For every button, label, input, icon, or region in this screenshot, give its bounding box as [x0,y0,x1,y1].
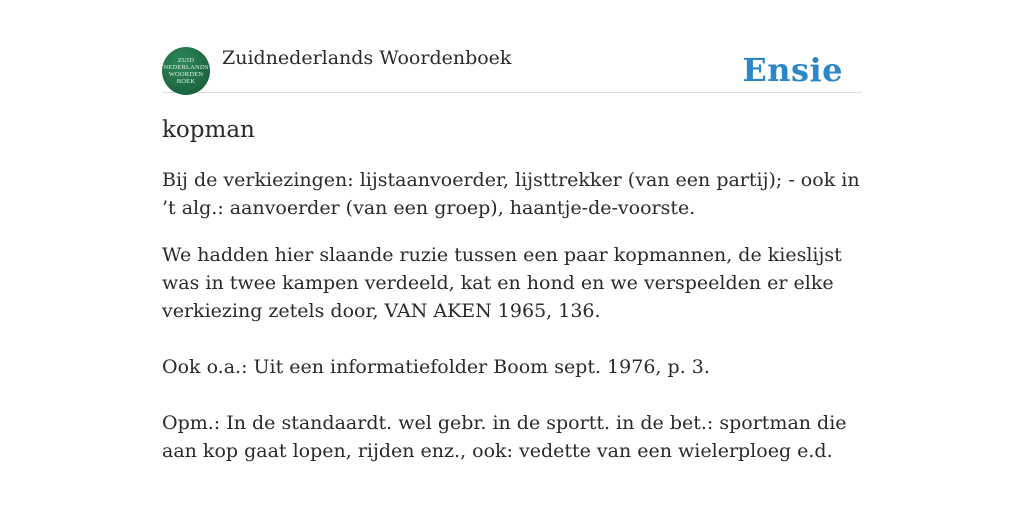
entry-note: Opm.: In de standaardt. wel gebr. in de sportt. in de bet.: sportman die aan kop gaat lopen, rijden enz., ook: vedette van een wielerploeg e.d. [162,412,847,462]
entry-source: Ook o.a.: Uit een informatiefolder Boom sept. 1976, p. 3. [162,356,710,378]
entry-example: We hadden hier slaande ruzie tussen een paar kopmannen, de kieslijst was in twee kampen verdeeld, kat en hond en we verspeelden er elke verkiezing zetels door, VAN AKEN 1965, 136. [162,244,842,322]
dictionary-name[interactable]: Zuidnederlands Woordenboek [222,47,512,69]
entry-definition: Bij de verkiezingen: lijstaanvoerder, lijsttrekker (van een partij); - ook in ’t alg.: aanvoerder (van een groep), haantje-de-voorste. [162,169,860,219]
ensie-logo[interactable]: Ensie [742,51,843,89]
site-header [162,45,862,93]
dictionary-logo[interactable] [162,47,210,95]
entry-headword: kopman [162,117,255,143]
logo-text: ZUID NEDERLANDS WOORDEN BOEK [163,57,209,85]
entry-content [162,116,862,484]
